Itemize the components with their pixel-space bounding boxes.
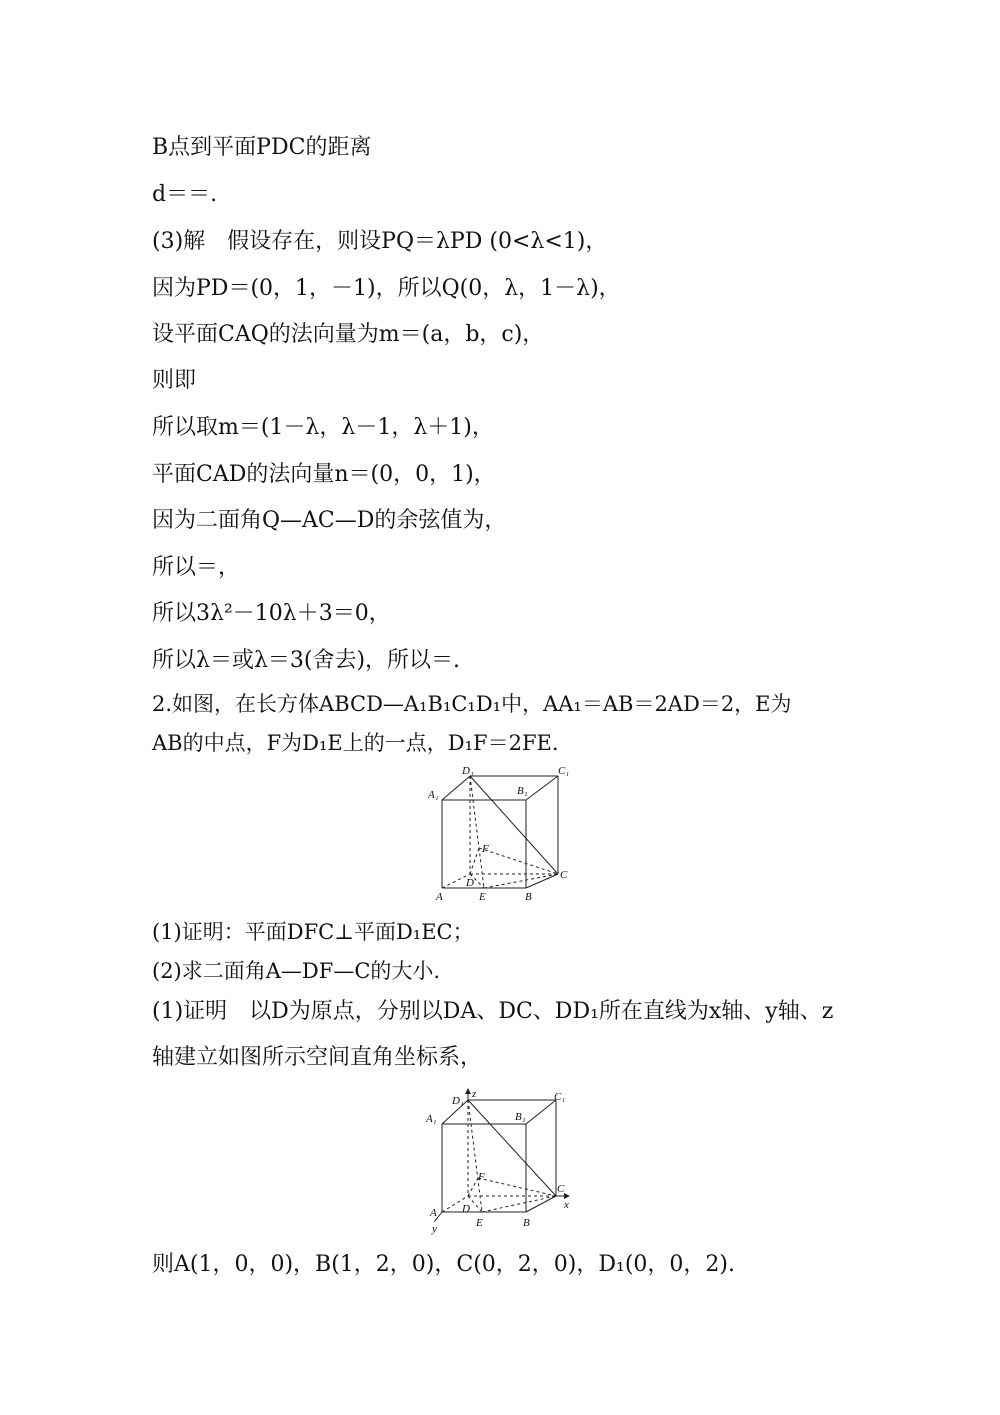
label-C: C — [560, 869, 568, 881]
text-line-11: 所以3λ²－10λ＋3＝0， — [152, 601, 391, 626]
cuboid-diagram-2 — [422, 1088, 582, 1236]
text-line-9: 因为二面角Q—AC—D的余弦值为， — [152, 508, 507, 533]
text-line-10: 所以＝， — [152, 555, 241, 580]
problem-2-line-1: 2.如图，在长方体ABCD—A₁B₁C₁D₁中，AA₁＝AB＝2AD＝2，E为 — [152, 692, 792, 716]
proof-line-1: (1)证明 以D为原点，分别以DA、DC、DD₁所在直线为x轴、y轴、z — [152, 999, 834, 1024]
text-line-5: 设平面CAQ的法向量为m＝(a，b，c)， — [152, 322, 545, 347]
label-C1: C₁ — [558, 766, 570, 777]
label-B: B — [525, 891, 532, 903]
label-D1: D₁ — [462, 766, 474, 777]
label-E: E — [476, 1217, 483, 1229]
text-line-6: 则即 — [152, 368, 197, 393]
label-A1: A₁ — [426, 1113, 437, 1125]
text-line-12: 所以λ＝或λ＝3(舍去)，所以＝. — [152, 648, 461, 673]
text-line-2: d＝＝. — [152, 182, 218, 207]
label-F: F — [482, 843, 489, 855]
text-line-8: 平面CAD的法向量n＝(0，0，1)， — [152, 462, 496, 487]
label-y-axis: y — [432, 1223, 437, 1235]
question-2: (2)求二面角A—DF—C的大小. — [152, 959, 441, 983]
label-A: A — [436, 891, 443, 903]
label-B1: B₁ — [515, 1111, 526, 1123]
label-A1: A₁ — [428, 789, 439, 801]
text-line-7: 所以取m＝(1－λ，λ－1，λ＋1)， — [152, 415, 494, 440]
label-D: D — [466, 877, 474, 889]
label-D1: D₁ — [452, 1095, 464, 1107]
label-F: F — [478, 1171, 485, 1183]
label-x-axis: x — [564, 1199, 569, 1211]
label-B1: B₁ — [517, 785, 528, 797]
text-line-3: (3)解 假设存在，则设PQ＝λPD (0<λ<1)， — [152, 229, 608, 254]
label-C1: C₁ — [554, 1091, 566, 1103]
text-line-4: 因为PD＝(0，1，－1)，所以Q(0，λ，1－λ)， — [152, 276, 621, 301]
text-line-1: B点到平面PDC的距离 — [152, 135, 372, 160]
question-1: (1)证明：平面DFC⊥平面D₁EC； — [152, 920, 474, 944]
figure-cuboid-2 — [422, 1088, 582, 1236]
label-C: C — [557, 1183, 565, 1195]
figure-cuboid-1 — [428, 766, 578, 906]
label-A: A — [430, 1207, 437, 1219]
problem-2-line-2: AB的中点，F为D₁E上的一点，D₁F＝2FE. — [152, 731, 559, 755]
label-D: D — [462, 1203, 470, 1215]
label-B: B — [523, 1217, 530, 1229]
label-E: E — [479, 891, 486, 903]
cuboid-diagram-1 — [428, 766, 578, 906]
coordinates-line: 则A(1，0，0)，B(1，2，0)，C(0，2，0)，D₁(0，0，2). — [152, 1252, 735, 1277]
label-z-axis: z — [472, 1088, 477, 1100]
proof-line-2: 轴建立如图所示空间直角坐标系， — [152, 1045, 483, 1070]
